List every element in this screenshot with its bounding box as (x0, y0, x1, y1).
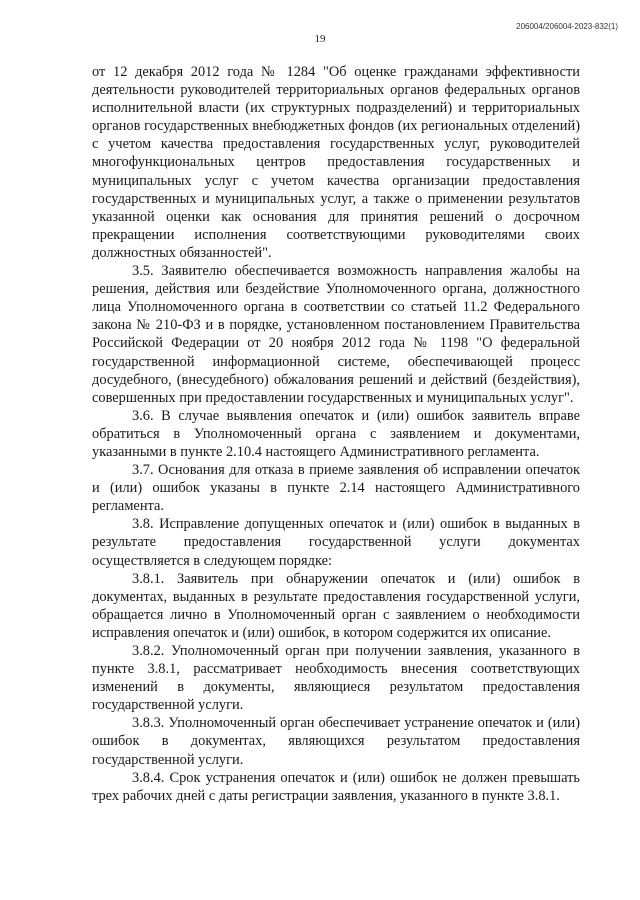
paragraph-3-8-1: 3.8.1. Заявитель при обнаружении опечаток и (или) ошибок в документах, выданных в результате предоставления государственной услуги, обращается лично в Уполномоченный орган с заявлением о необходимости исправления опечаток и (или) ошибок, в котором содержится их описание. (92, 570, 580, 641)
paragraph-3-8-4: 3.8.4. Срок устранения опечаток и (или) ошибок не должен превышать трех рабочих дней с даты регистрации заявления, указанного в пункте 3.8.1. (92, 769, 580, 804)
paragraph-continuation: от 12 декабря 2012 года № 1284 "Об оценке гражданами эффективности деятельности руководителей территориальных органов федеральных органов исполнительной власти (их структурных подразделений) и территориальных органов государственных внебюджетных фондов (их региональных отделений) с учетом качества предоставления государственных услуг, руководителей многофункциональных центров предоставления государственных и муниципальных услуг с учетом качества организации предоставления государственных и муниципальных услуг, а также о применении результатов указанной оценки как основания для принятия решений о досрочном прекращении исполнения соответствующими руководителями своих должностных обязанностей". (92, 64, 580, 261)
document-body (92, 63, 580, 805)
paragraph-3-7: 3.7. Основания для отказа в приеме заявления об исправлении опечаток и (или) ошибок указаны в пункте 2.14 настоящего Административного регламента. (92, 462, 580, 515)
paragraph-3-6: 3.6. В случае выявления опечаток и (или) ошибок заявитель вправе обратиться в Уполномоченный органа с заявлением и документами, указанными в пункте 2.10.4 настоящего Административного регламента. (92, 407, 580, 460)
paragraph-3-5: 3.5. Заявителю обеспечивается возможность направления жалобы на решения, действия или бездействие Уполномоченного органа, должностного лица Уполномоченного органа в соответствии со статьей 11.2 Федерального закона № 210-ФЗ и в порядке, установленном постановлением Правительства Российской Федерации от 20 ноября 2012 года № 1198 "О федеральной государственной информационной системе, обеспечивающей процесс досудебного, (внесудебного) обжалования решений и действий (бездействия), совершенных при предоставлении государственных и муниципальных услуг". (92, 263, 580, 406)
paragraph-3-8-3: 3.8.3. Уполномоченный орган обеспечивает устранение опечаток и (или) ошибок в документах, являющихся результатом предоставления государственной услуги. (92, 715, 580, 768)
paragraph-3-8: 3.8. Исправление допущенных опечаток и (или) ошибок в выданных в результате предоставления государственной услуги документах осуществляется в следующем порядке: (92, 516, 580, 569)
paragraph-3-8-2: 3.8.2. Уполномоченный орган при получении заявления, указанного в пункте 3.8.1, рассматривает необходимость внесения соответствующих изменений в документы, являющиеся результатом предоставления государственной услуги. (92, 643, 580, 714)
doc-code: 206004/206004-2023-832(1) (516, 22, 618, 31)
page-number: 19 (314, 33, 326, 45)
